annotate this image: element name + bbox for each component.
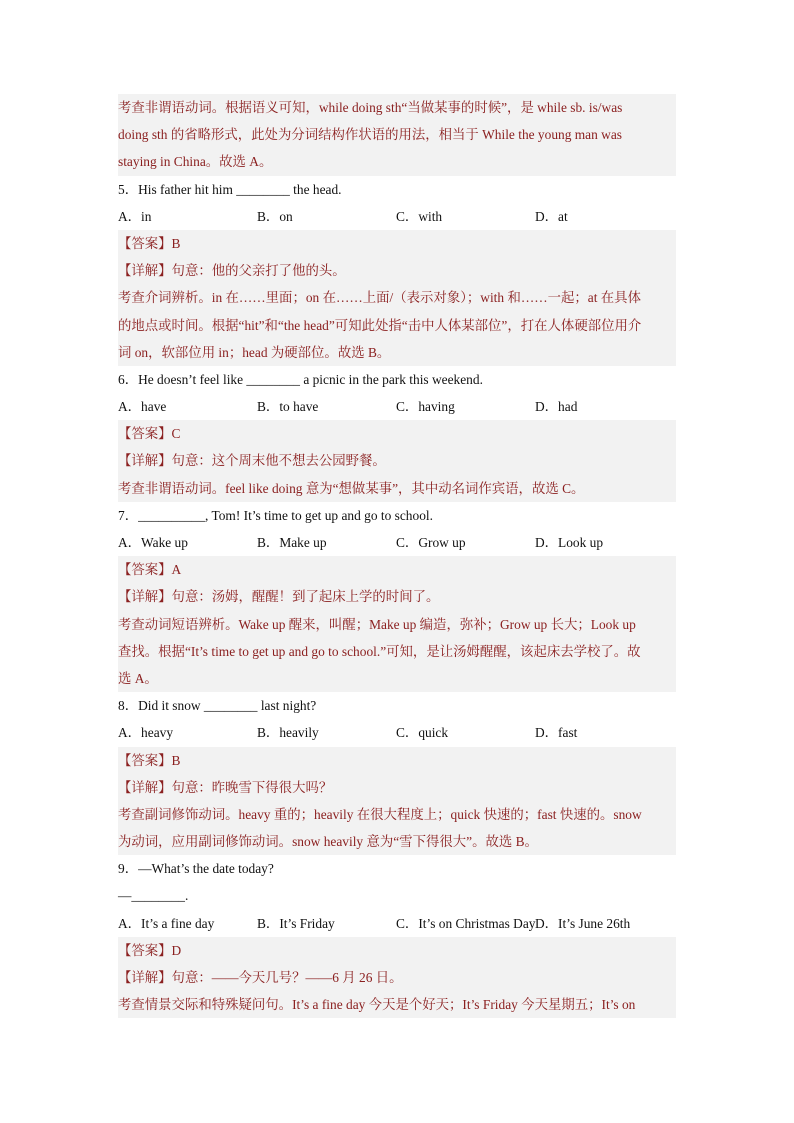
q5-stem: 5．His father hit him ________ the head. bbox=[118, 181, 342, 197]
q5-solution-block bbox=[118, 230, 676, 366]
q5-answer: 【答案】B bbox=[118, 235, 181, 251]
analysis-line: 为动词，应用副词修饰动词。snow heavily 意为“雪下得很大”。故选 B。 bbox=[118, 834, 538, 850]
q6-option-c: C．having bbox=[396, 399, 455, 415]
q7-answer: 【答案】A bbox=[118, 562, 182, 578]
q8-option-d: D．fast bbox=[535, 725, 578, 741]
q7-detail: 【详解】句意：汤姆，醒醒！到了起床上学的时间了。 bbox=[118, 589, 440, 605]
document-page bbox=[118, 94, 676, 1018]
q9-option-a: A．It’s a fine day bbox=[118, 915, 215, 931]
q9-option-d: D．It’s June 26th bbox=[535, 915, 631, 931]
q8-option-c: C．quick bbox=[396, 725, 449, 741]
analysis-line: 考查非谓语动词。根据语义可知，while doing sth“当做某事的时候”，是 while sb. is/was bbox=[118, 100, 623, 115]
q7-stem: 7．__________, Tom! It’s time to get up and go to school. bbox=[118, 507, 433, 523]
q9-stem-response: —________. bbox=[118, 888, 189, 904]
analysis-line: 考查副词修饰动词。heavy 重的；heavily 在很大程度上；quick 快速的；fast 快速的。snow bbox=[118, 806, 642, 822]
q6-stem: 6．He doesn’t feel like ________ a picnic in the park this weekend. bbox=[118, 371, 483, 387]
q8-option-b: B．heavily bbox=[257, 725, 319, 741]
q8-answer: 【答案】B bbox=[118, 752, 181, 768]
q6-options bbox=[118, 393, 676, 420]
q5-detail: 【详解】句意：他的父亲打了他的头。 bbox=[118, 263, 346, 279]
q5-option-b: B．on bbox=[257, 208, 293, 224]
q7-options bbox=[118, 529, 676, 556]
q4-analysis-block bbox=[118, 94, 676, 176]
q9-detail: 【详解】句意：——今天几号？——6 月 26 日。 bbox=[118, 970, 403, 985]
q9-option-b: B．It’s Friday bbox=[257, 915, 335, 931]
q8-options bbox=[118, 719, 676, 746]
q6-option-a: A．have bbox=[118, 399, 167, 415]
q7-solution-block bbox=[118, 556, 676, 692]
q6-option-b: B．to have bbox=[257, 399, 319, 415]
analysis-line: 的地点或时间。根据“hit”和“the head”可知此处指“击中人体某部位”，打在人体硬部位用介 bbox=[118, 317, 642, 333]
analysis-line: 考查非谓语动词。feel like doing 意为“想做某事”，其中动名词作宾语，故选 C。 bbox=[118, 480, 585, 496]
q8-detail: 【详解】句意：昨晚雪下得很大吗？ bbox=[118, 779, 333, 795]
q7-option-b: B．Make up bbox=[257, 535, 327, 550]
q9-options bbox=[118, 910, 676, 937]
analysis-line: staying in China。故选 A。 bbox=[118, 154, 273, 170]
q8-stem: 8．Did it snow ________ last night? bbox=[118, 698, 317, 714]
analysis-line: 选 A。 bbox=[118, 670, 158, 686]
q5-option-a: A．in bbox=[118, 208, 152, 224]
q9-stem: 9．—What’s the date today? bbox=[118, 861, 274, 877]
analysis-line: 考查介词辨析。in 在……里面；on 在……上面/（表示对象）；with 和……一起；at 在具体 bbox=[118, 290, 641, 306]
q6-detail: 【详解】句意：这个周末他不想去公园野餐。 bbox=[118, 453, 386, 469]
analysis-line: 考查动词短语辨析。Wake up 醒来，叫醒；Make up 编造，弥补；Grow up 长大；Look up bbox=[118, 616, 636, 632]
q8-solution-block bbox=[118, 747, 676, 856]
q5-option-d: D．at bbox=[535, 208, 568, 224]
q9-solution-block bbox=[118, 937, 676, 1019]
analysis-line: 词 on，软部位用 in；head 为硬部位。故选 B。 bbox=[118, 344, 391, 360]
q5-option-c: C．with bbox=[396, 208, 443, 224]
q6-option-d: D．had bbox=[535, 399, 578, 415]
q9-answer: 【答案】D bbox=[118, 942, 182, 958]
q5-options bbox=[118, 203, 676, 230]
q7-option-a: A．Wake up bbox=[118, 535, 188, 550]
q6-solution-block bbox=[118, 420, 676, 502]
q8-option-a: A．heavy bbox=[118, 725, 174, 741]
analysis-line: doing sth 的省略形式，此处为分词结构作状语的用法，相当于 While the young man was bbox=[118, 127, 622, 143]
q9-option-c: C．It’s on Christmas Day bbox=[396, 915, 536, 931]
analysis-line: 查找。根据“It’s time to get up and go to school.”可知，是让汤姆醒醒，该起床去学校了。故 bbox=[118, 643, 641, 659]
q7-option-d: D．Look up bbox=[535, 535, 604, 550]
analysis-line: 考查情景交际和特殊疑问句。It’s a fine day 今天是个好天；It’s Friday 今天星期五；It’s on bbox=[118, 997, 636, 1013]
q7-option-c: C．Grow up bbox=[396, 535, 466, 550]
q6-answer: 【答案】C bbox=[118, 426, 181, 442]
